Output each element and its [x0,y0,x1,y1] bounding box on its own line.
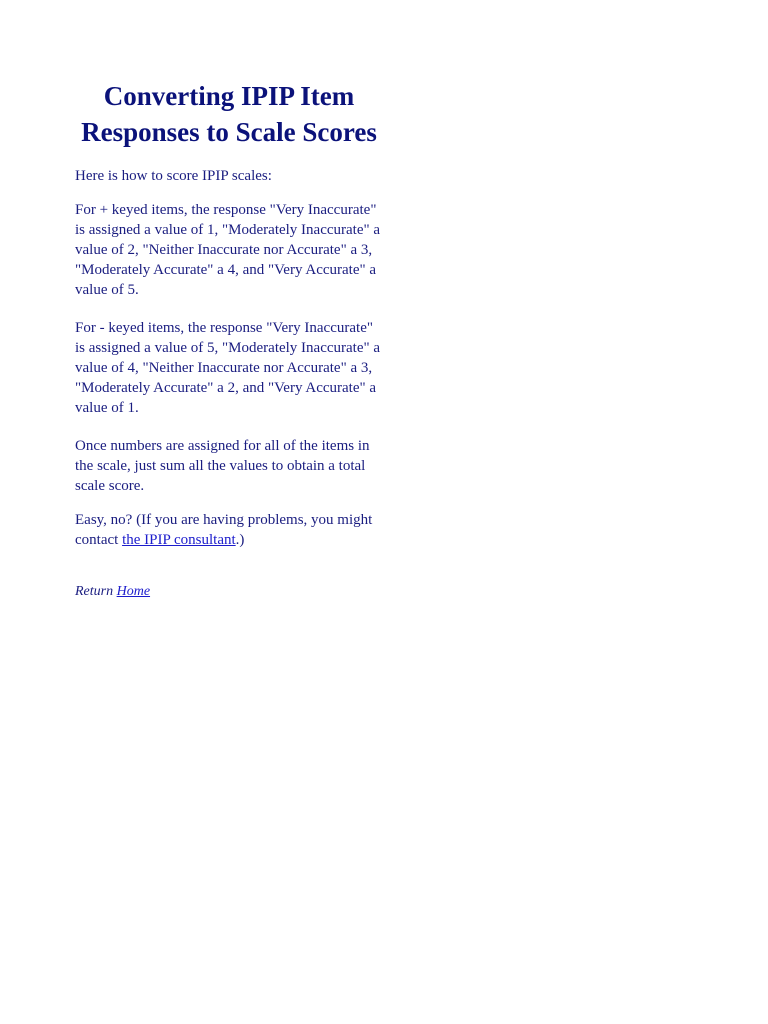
help-text-prefix: Easy, no? (If you are having problems, you might contact [75,512,373,548]
help-paragraph [75,510,385,550]
help-text-suffix: .) [235,532,245,548]
plus-keyed-paragraph: For + keyed items, the response "Very Inaccurate" is assigned a value of 1, "Moderately Inaccurate" a value of 2, "Neither Inaccurate nor Accurate" a 3, "Moderately Accurate" a 4, and "Very Accurate" a value of 5. [75,202,381,298]
document-page [75,78,385,600]
return-home-line [75,584,385,600]
minus-keyed-paragraph: For - keyed items, the response "Very Inaccurate" is assigned a value of 5, "Moderately Inaccurate" a value of 4, "Neither Inaccurate nor Accurate" a 3, "Moderately Accurate" a 2, and "Very Accurate" a value of 1. [75,320,381,416]
intro-paragraph: Here is how to score IPIP scales: [75,168,272,184]
return-label: Return [75,584,117,599]
page-title: Converting IPIP Item Responses to Scale Scores [81,81,377,147]
ipip-consultant-link[interactable]: the IPIP consultant [122,532,236,548]
sum-paragraph: Once numbers are assigned for all of the items in the scale, just sum all the values to obtain a total scale score. [75,438,370,494]
home-link[interactable]: Home [116,584,151,599]
